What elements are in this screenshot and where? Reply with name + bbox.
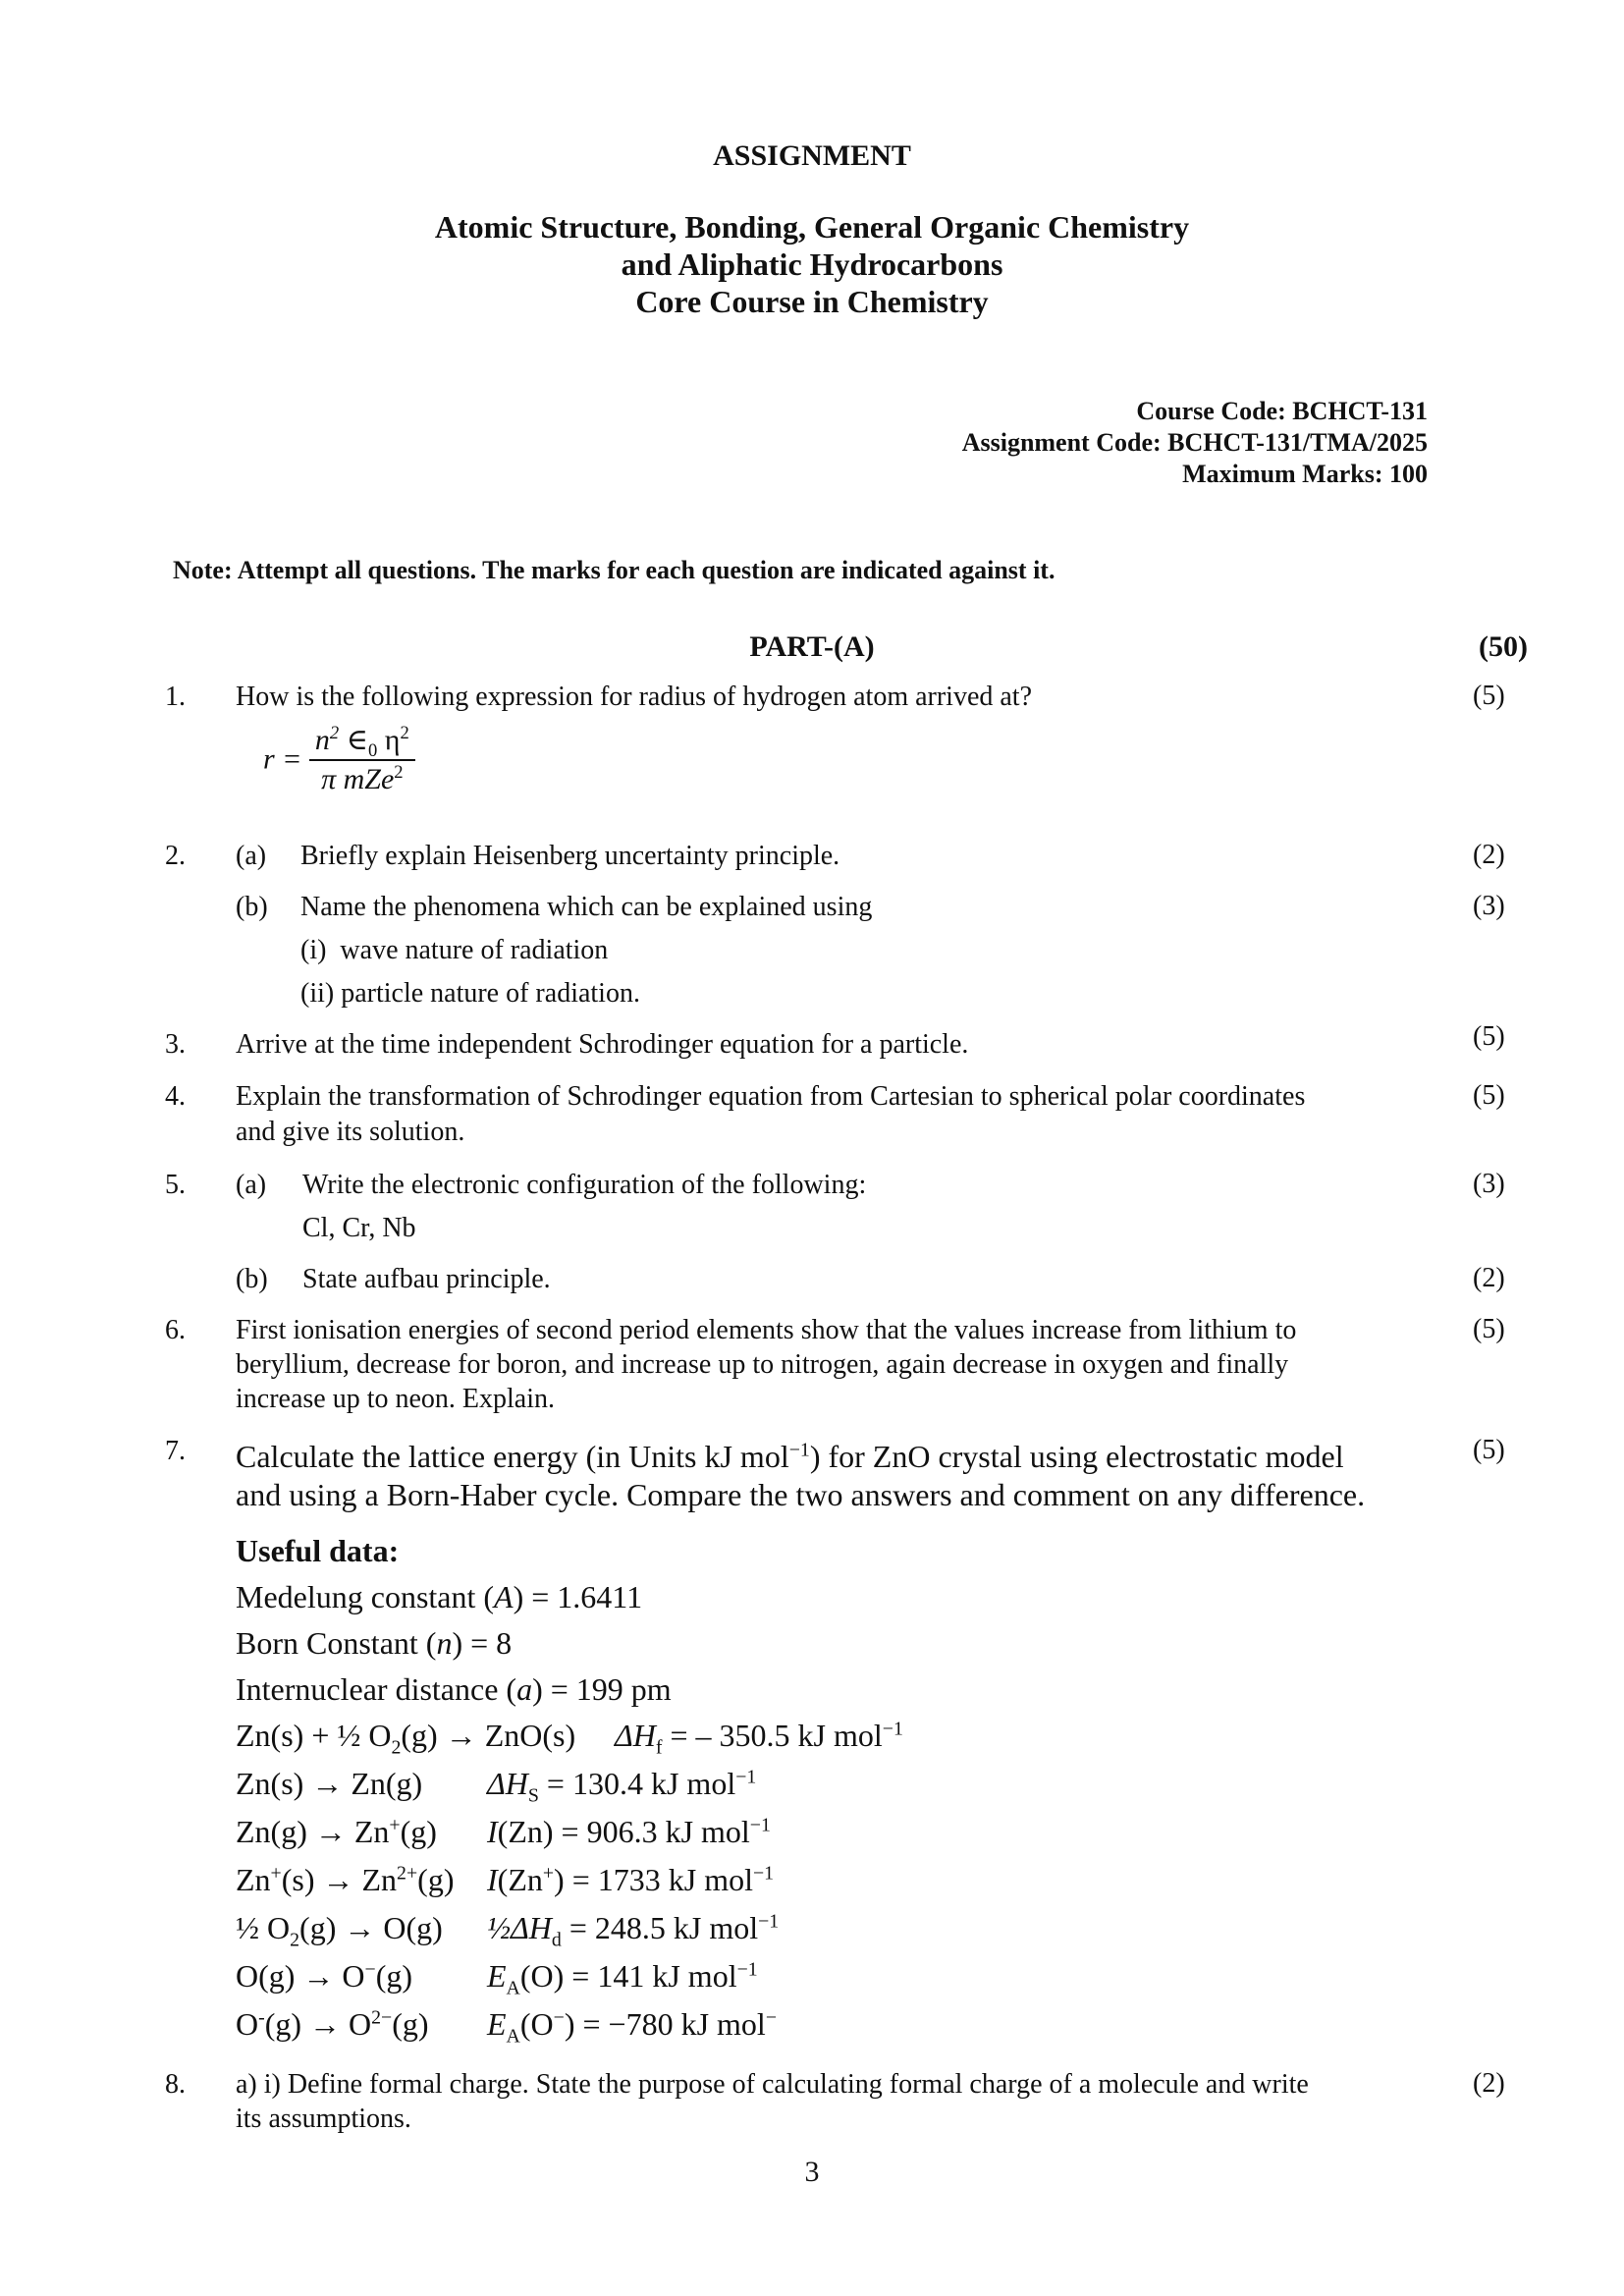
question-marks: (2) xyxy=(1473,2068,1505,2099)
data-line: Born Constant (n) = 8 xyxy=(236,1625,513,1661)
question-number: 8. xyxy=(165,2069,186,2100)
equation-value: $E_A(O^-) = -780$ kJ mol− xyxy=(487,2006,777,2048)
equation-value: I(Zn+) = 1733 kJ mol$^{-1}$ xyxy=(487,1862,775,1897)
equation-value: $E_A(O) = 141$ kJ mol$^{-1}$ xyxy=(487,1958,758,1999)
course-title-line-1: Atomic Structure, Bonding, General Organic Chemistry xyxy=(434,209,1190,245)
equation-reaction: Zn(s) → Zn(g) xyxy=(236,1766,423,1801)
data-line: Medelung constant (A) = 1.6411 xyxy=(236,1579,643,1614)
question-marks: (5) xyxy=(1473,1080,1505,1111)
question-text: and give its solution. xyxy=(236,1117,465,1147)
question-marks: (2) xyxy=(1473,1263,1505,1293)
equation-reaction: Zn(g) → Zn+(g) xyxy=(236,1814,437,1849)
useful-data-heading: Useful data: xyxy=(236,1533,400,1568)
course-code: Course Code: BCHCT-131 xyxy=(1136,397,1428,425)
formula-fraction xyxy=(309,723,415,796)
course-title-line-3: Core Course in Chemistry xyxy=(635,284,989,319)
question-number: 5. xyxy=(165,1170,186,1200)
formula-lhs: r = xyxy=(263,742,302,776)
question-text: Name the phenomena which can be explained using xyxy=(300,892,873,922)
equation-reaction: ½ $O_2(g) \to O(g)$ xyxy=(236,1910,443,1951)
equation-reaction: O(g) → O−(g) xyxy=(236,1958,413,1994)
page-number: 3 xyxy=(804,2156,820,2188)
course-title-line-2: and Aliphatic Hydrocarbons xyxy=(621,246,1003,282)
equation-value: $\frac{1}{2}\Delta H_d = 248.5$ kJ mol$^{-1}$ xyxy=(487,1910,780,1951)
question-number: 7. xyxy=(165,1436,186,1466)
part-heading: PART-(A) xyxy=(749,630,875,663)
question-number: 3. xyxy=(165,1029,186,1060)
instructions-note: Note: Attempt all questions. The marks for each question are indicated against it. xyxy=(173,556,1056,584)
question-text: increase up to neon. Explain. xyxy=(236,1384,556,1414)
subpart-label: (a) xyxy=(236,1170,267,1200)
question-marks: (3) xyxy=(1473,891,1505,921)
subpart-label: (a) xyxy=(236,841,267,871)
equation-value: $\Delta H_S = 130.4$ kJ mol$^{-1}$ xyxy=(487,1766,757,1807)
question-text: Explain the transformation of Schrodinger equation from Cartesian to spherical polar coordinates xyxy=(236,1081,1306,1112)
question-text: Briefly explain Heisenberg uncertainty principle. xyxy=(300,841,840,871)
question-marks: (5) xyxy=(1473,1314,1505,1344)
equation-reaction: $O^-(g) \to O^{2-}(g)$ xyxy=(236,2006,429,2042)
question-marks: (5) xyxy=(1473,1021,1505,1052)
hydrogen-radius-formula xyxy=(263,723,415,796)
question-marks: (5) xyxy=(1473,1435,1505,1465)
formula-numerator: $n^2$ $\in_0$ $\eta^2$ xyxy=(309,723,415,761)
question-marks: (2) xyxy=(1473,840,1505,870)
list-item: (i) wave nature of radiation xyxy=(300,935,609,965)
question-text: Arrive at the time independent Schrodinger equation for a particle. xyxy=(236,1029,969,1060)
question-text: a) i) Define formal charge. State the purpose of calculating formal charge of a molecule and write xyxy=(236,2069,1309,2100)
question-text: State aufbau principle. xyxy=(302,1264,551,1294)
question-marks: (3) xyxy=(1473,1169,1505,1199)
question-text: First ionisation energies of second period elements show that the values increase from lithium to xyxy=(236,1315,1297,1345)
part-marks: (50) xyxy=(1479,630,1528,663)
data-line: Internuclear distance (a) = 199 pm xyxy=(236,1671,672,1707)
formula-denominator: π mZe$^2$ xyxy=(321,762,404,795)
question-text: Calculate the lattice energy (in Units kJ mol$^{-1}$) for ZnO crystal using electrostatic model xyxy=(236,1439,1344,1474)
question-number: 4. xyxy=(165,1081,186,1112)
subpart-label: (b) xyxy=(236,1264,268,1294)
question-number: 1. xyxy=(165,682,186,712)
equation-reaction: Zn(s) + ½ $O_2(g) \to ZnO(s)$ xyxy=(236,1718,576,1759)
maximum-marks: Maximum Marks: 100 xyxy=(1182,460,1428,488)
assignment-code: Assignment Code: BCHCT-131/TMA/2025 xyxy=(961,428,1428,457)
list-item: (ii) particle nature of radiation. xyxy=(300,978,640,1009)
question-text: beryllium, decrease for boron, and increase up to nitrogen, again decrease in oxygen and finally xyxy=(236,1349,1289,1380)
question-marks: (5) xyxy=(1473,681,1505,711)
question-text: its assumptions. xyxy=(236,2104,411,2134)
equation-value: I(Zn) = 906.3 kJ mol$^{-1}$ xyxy=(487,1814,771,1849)
assignment-title: ASSIGNMENT xyxy=(713,139,911,172)
question-text: How is the following expression for radius of hydrogen atom arrived at? xyxy=(236,682,1033,712)
subpart-label: (b) xyxy=(236,892,268,922)
equation-reaction: $Zn^+(s) \to Zn^{2+}(g)$ xyxy=(236,1862,455,1897)
question-number: 6. xyxy=(165,1315,186,1345)
equation-value: $\Delta H_f$ = – 350.5 kJ mol$^{-1}$ xyxy=(615,1718,903,1759)
question-text: Write the electronic configuration of the following: xyxy=(302,1170,867,1200)
question-text: and using a Born-Haber cycle. Compare the two answers and comment on any difference. xyxy=(236,1477,1366,1512)
question-number: 2. xyxy=(165,841,186,871)
element-list: Cl, Cr, Nb xyxy=(302,1213,416,1243)
